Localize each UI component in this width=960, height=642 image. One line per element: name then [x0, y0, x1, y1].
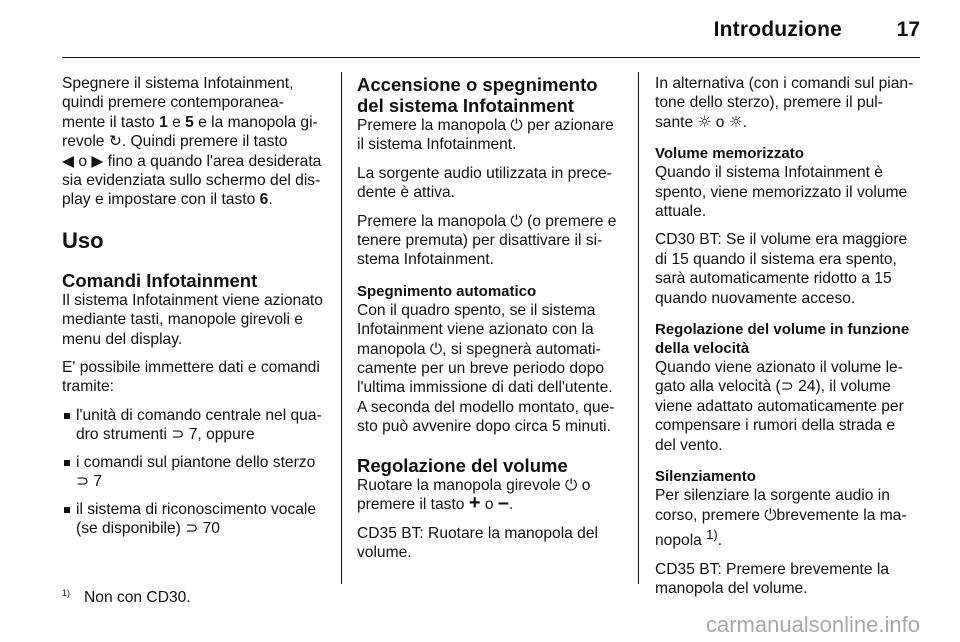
column-2 [357, 74, 619, 571]
volume-down-icon: ☼ [728, 112, 743, 131]
column-3 [655, 74, 917, 607]
volume-paragraph-2: CD35 BT: Ruotare la manopola del volume. [357, 524, 598, 561]
power-knob-icon: ⏻ [764, 505, 777, 524]
plus-icon: + [468, 492, 481, 515]
power-knob-icon: ⏻ [565, 475, 578, 494]
volume-up-icon: ☼ [697, 112, 712, 131]
rotary-knob-icon: ↻ [108, 132, 122, 151]
page-reference-icon: ⊃ [185, 518, 199, 537]
intro-paragraph: Spegnere il sistema Infotainment, quindi premere contemporanea-mente il tasto 1 e 5 e la manopola gi-revole ↻. Quindi premere il tasto ◀ o ▶ fino a quando l'area desiderata sia evidenziata sullo schermo del dis-play e impostare con il tasto 6. [62, 75, 322, 209]
footnote-marker: 1) [62, 588, 71, 598]
input-methods-list [62, 406, 324, 538]
alternative-paragraph: In alternativa (con i comandi sul pian-tone dello sterzo), premere il pul-sante ☼ o ☼. [655, 75, 914, 131]
accensione-paragraph-2: La sorgente audio utilizzata in prece-dente è attiva. [357, 164, 612, 202]
comandi-paragraph-2: E' possibile immettere dati e comandi tramite: [62, 359, 320, 396]
page-title: Introduzione [713, 18, 842, 41]
page-reference-icon: ⊃ [76, 472, 90, 491]
footnote-text: Non con CD30. [84, 589, 191, 607]
column-divider [341, 72, 342, 584]
section-heading-accensione: Accensione o spegnimento del sistema Infotainment [357, 74, 598, 116]
section-heading-uso: Uso [62, 227, 104, 253]
mute-paragraph-2: CD35 BT: Premere brevemente la manopola del volume. [655, 560, 890, 597]
power-knob-icon: ⏻ [429, 339, 443, 358]
page-header [0, 0, 960, 54]
subsection-heading-comandi: Comandi Infotainment [62, 269, 258, 291]
subheading-spegnimento: Spegnimento automatico [357, 282, 537, 300]
speed-paragraph: Quando viene azionato il volume le-gato alla velocità (⊃ 24), il volume viene adattato automaticamente per compensare i rumori della strada e del vento. [655, 359, 904, 454]
header-rule [62, 57, 920, 58]
arrow-left-icon: ◀ [62, 151, 74, 170]
column-1 [62, 74, 324, 546]
subheading-speed-volume: Regolazione del volume in funzione della velocità [655, 321, 910, 358]
footnote-ref: 1) [706, 526, 718, 542]
power-knob-icon: ⏻ [510, 211, 523, 230]
page-reference-icon: ⊃ [780, 377, 794, 396]
list-item: il sistema di riconoscimento vocale (se disponibile) ⊃ 70 [62, 500, 324, 539]
list-item: l'unità di comando centrale nel qua-dro strumenti ⊃ 7, oppure [62, 406, 324, 445]
subheading-volume-memorizzato: Volume memorizzato [655, 145, 804, 163]
power-knob-icon: ⏻ [510, 116, 523, 134]
accensione-paragraph-1: Premere la manopola ⏻ per azionare il sistema Infotainment. [357, 116, 614, 154]
subheading-silenziamento: Silenziamento [655, 468, 756, 486]
page-number: 17 [896, 18, 920, 41]
column-divider [638, 72, 639, 584]
comandi-paragraph-1: Il sistema Infotainment viene azionato mediante tasti, manopole girevoli e menu del display. [62, 291, 323, 348]
memo-paragraph-2: CD30 BT: Se il volume era maggiore di 15 quando il sistema era spento, sarà automaticamente ridotto a 15 quando nuovamente acceso. [655, 231, 908, 307]
minus-icon: – [497, 492, 509, 515]
mute-paragraph-1: Per silenziare la sorgente audio in corso, premere ⏻brevemente la ma-nopola $^{1)}$. [655, 487, 907, 550]
arrow-right-icon: ▶ [91, 151, 104, 170]
section-heading-volume: Regolazione del volume [357, 454, 568, 476]
page-reference-icon: ⊃ [171, 425, 185, 444]
watermark: carmanualsonline.info [705, 612, 920, 637]
list-item: i comandi sul piantone dello sterzo ⊃ 7 [62, 453, 324, 492]
volume-paragraph-1: Ruotare la manopola girevole ⏻ o premere il tasto + o –. [357, 475, 591, 515]
accensione-paragraph-3: Premere la manopola ⏻ (o premere e tenere premuta) per disattivare il si-stema Infotainment. [357, 211, 617, 269]
footnote [62, 588, 191, 607]
spegnimento-paragraph: Con il quadro spento, se il sistema Infotainment viene azionato con la manopola ⏻, si spegnerà automati-camente per un breve periodo dopo l'ultima immissione di dati dell'utente. A seconda del modello montato, que-sto può avvenire dopo circa 5 minuti. [357, 301, 615, 436]
memo-paragraph-1: Quando il sistema Infotainment è spento, viene memorizzato il volume attuale. [655, 164, 908, 221]
